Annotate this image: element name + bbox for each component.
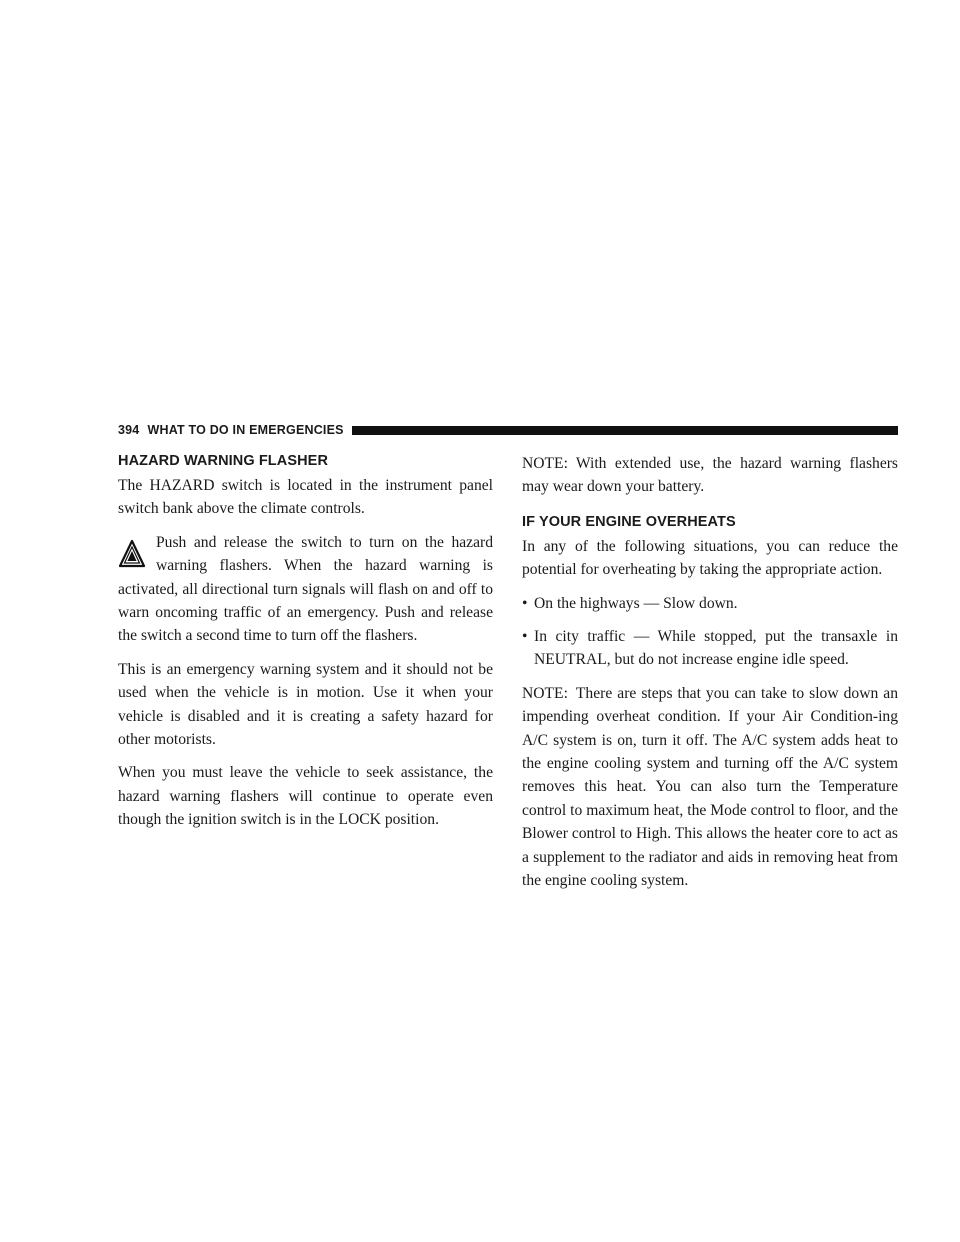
overheat-heading: IF YOUR ENGINE OVERHEATS xyxy=(522,513,736,530)
hazard-para-2: This is an emergency warning system and it should not be used when the vehicle is in motion. Use it when your vehicle is disabled and it is creating a safety hazard for other motorists. xyxy=(118,660,493,749)
bullet-icon: • xyxy=(522,594,528,612)
hazard-heading: HAZARD WARNING FLASHER xyxy=(118,453,329,469)
overheat-note xyxy=(522,682,898,893)
left-column xyxy=(118,452,493,832)
warning-triangle-icon xyxy=(118,539,146,569)
hazard-para-3: When you must leave the vehicle to seek assistance, the hazard warning flashers will continue to operate even though the ignition switch is in the LOCK position. xyxy=(118,764,493,829)
header-rule xyxy=(352,426,898,435)
battery-note xyxy=(522,452,898,499)
note-label: NOTE: xyxy=(522,684,568,702)
note-text: There are steps that you can take to slow down an impending overheat condition. If your Air Condition-ing A/C system is on, turn it off. The A/C system adds heat to the engine cooling system and turning off the A/C system removes this heat. You can also turn the Temperature control to maximum heat, the Mode control to floor, and the Blower control to High. This allows the heater core to act as a supplement to the radiator and aids in removing heat from the engine cooling system. xyxy=(522,684,898,890)
page-header xyxy=(118,420,898,440)
list-item: • On the highways — Slow down. xyxy=(522,592,898,615)
hazard-intro: The HAZARD switch is located in the instrument panel switch bank above the climate controls. xyxy=(118,477,493,518)
hazard-warning-text: Push and release the switch to turn on the hazard warning flashers. When the hazard warning is activated, all directional turn signals will flash on and off to warn oncoming traffic of an emergency. Push and release the switch a second time to turn off the flashers. xyxy=(118,533,493,645)
page-number: 394 xyxy=(118,423,140,437)
right-column xyxy=(522,452,898,893)
bullet-icon: • xyxy=(522,628,528,646)
section-title: WHAT TO DO IN EMERGENCIES xyxy=(147,423,344,437)
hazard-warning-block xyxy=(118,531,493,648)
list-item: • In city traffic — While stopped, put the transaxle in NEUTRAL, but do not increase engine idle speed. xyxy=(522,625,898,672)
note-label: NOTE: xyxy=(522,455,568,472)
note-text: With extended use, the hazard warning flashers may wear down your battery. xyxy=(522,455,898,496)
overheat-intro: In any of the following situations, you can reduce the potential for overheating by taking the appropriate action. xyxy=(522,537,898,579)
overheat-actions-list xyxy=(522,592,898,672)
